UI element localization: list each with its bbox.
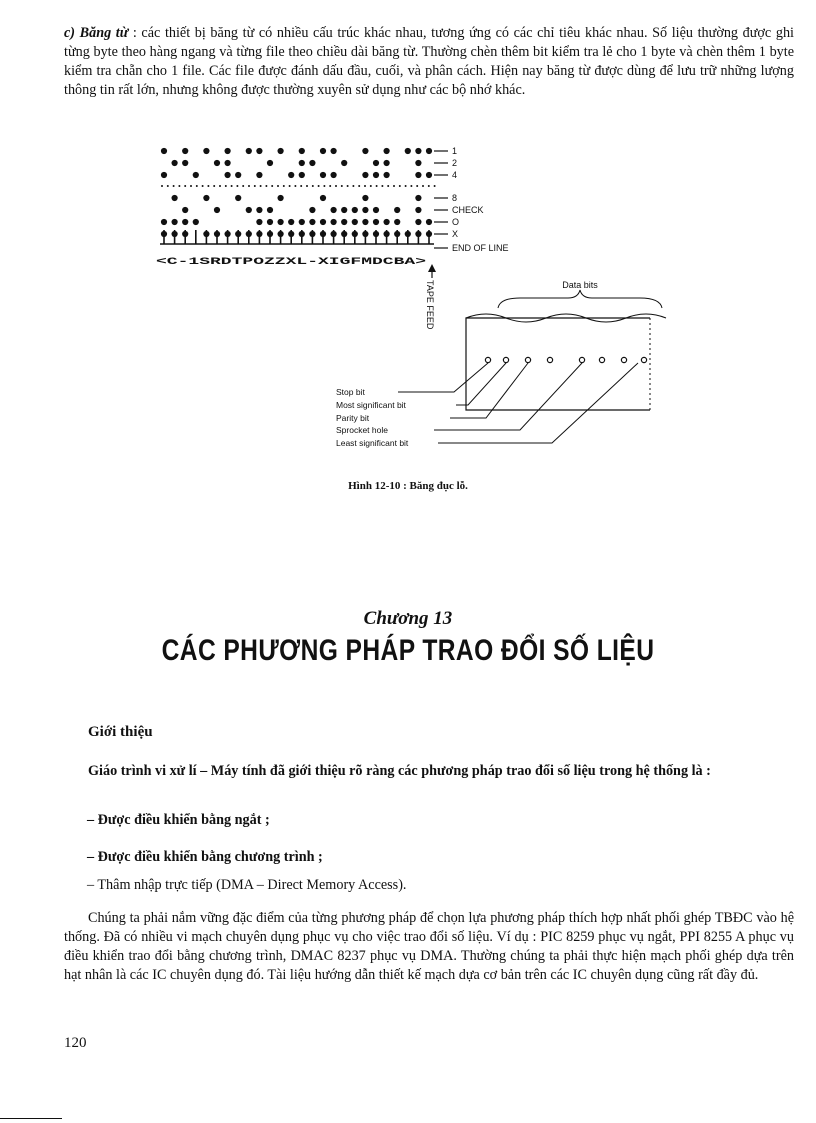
- sprocket-hole: [294, 185, 296, 187]
- tape-hole: [309, 160, 315, 166]
- sprocket-hole: [225, 185, 227, 187]
- tape-hole: [394, 219, 400, 225]
- tape-feed-label: TAPE FEED: [425, 280, 435, 330]
- tape-section-holes: [485, 357, 646, 362]
- tape-hole: [331, 172, 337, 178]
- sprocket-hole: [347, 185, 349, 187]
- tape-hole: [415, 148, 421, 154]
- tape-hole: [256, 172, 262, 178]
- row-label-check: CHECK: [452, 205, 484, 215]
- sprocket-hole: [300, 185, 302, 187]
- sprocket-hole: [399, 185, 401, 187]
- tape-section-hole: [641, 357, 646, 362]
- tape-hole: [309, 219, 315, 225]
- sprocket-hole: [352, 185, 354, 187]
- intro-lead-paragraph: [64, 762, 794, 781]
- tape-hole: [362, 148, 368, 154]
- sprocket-hole: [318, 185, 320, 187]
- tape-hole: [256, 148, 262, 154]
- sprocket-hole: [190, 185, 192, 187]
- sprocket-hole: [335, 185, 337, 187]
- section-c-term: c) Băng từ: [64, 25, 129, 41]
- sprocket-hole: [260, 185, 262, 187]
- chapter-label: Chương 13: [363, 608, 453, 629]
- sprocket-hole: [410, 185, 412, 187]
- tape-hole: [182, 148, 188, 154]
- tape-hole: [426, 148, 432, 154]
- sprocket-hole: [173, 185, 175, 187]
- sprocket-hole: [306, 185, 308, 187]
- sprocket-hole: [387, 185, 389, 187]
- list-item-program: – Được điều khiển bằng chương trình ;: [87, 849, 323, 865]
- tape-hole: [320, 195, 326, 201]
- data-bits-brace: [498, 290, 662, 308]
- sprocket-hole: [161, 185, 163, 187]
- tape-hole: [278, 148, 284, 154]
- tape-hole: [161, 148, 167, 154]
- tape-hole: [203, 148, 209, 154]
- callout-stop-bit: Stop bit: [336, 387, 365, 397]
- sprocket-hole: [393, 185, 395, 187]
- row-labels: [434, 146, 509, 253]
- bottom-rule: [0, 1118, 62, 1119]
- callout-labels: [336, 387, 409, 448]
- section-heading: Giới thiệu: [88, 724, 153, 740]
- sprocket-hole: [358, 185, 360, 187]
- tape-hole: [384, 172, 390, 178]
- tape-hole: [373, 160, 379, 166]
- sprocket-hole: [207, 185, 209, 187]
- sprocket-hole: [196, 185, 198, 187]
- sprocket-hole: [422, 185, 424, 187]
- callout-lines: [398, 363, 638, 443]
- tape-hole: [203, 195, 209, 201]
- data-bits-label: Data bits: [562, 280, 598, 290]
- callout-parity-bit: Parity bit: [336, 413, 370, 423]
- tape-hole: [225, 160, 231, 166]
- sprocket-hole: [271, 185, 273, 187]
- tape-hole: [384, 148, 390, 154]
- sprocket-hole: [370, 185, 372, 187]
- tape-hole: [352, 207, 358, 213]
- sprocket-hole: [219, 185, 221, 187]
- tape-hole: [362, 207, 368, 213]
- tape-hole: [415, 160, 421, 166]
- tape-hole: [415, 219, 421, 225]
- section-c-text: : các thiết bị băng từ có nhiều cấu trúc khác nhau, tương ứng có các chỉ tiêu khác nhau. Số liệu thường được ghi từng byte theo hàng ngang và từng file theo chiều dài băng từ. Thường chèn thêm bit kiểm tra lẻ cho 1 byte và chèn thêm 1 byte kiểm tra chẵn cho 1 file. Các file được đánh dấu đầu, cuối, và phân cách. Hiện nay băng từ được dùng để lưu trữ những lượng thông tin rất lớn, nhưng không được thường xuyên sử dụng như các bộ nhớ khác.: [64, 25, 794, 98]
- tape-hole-dots: [161, 148, 432, 237]
- sprocket-hole: [236, 185, 238, 187]
- sprocket-hole: [231, 185, 233, 187]
- row-label-end-of-line: END OF LINE: [452, 243, 509, 253]
- sprocket-hole: [312, 185, 314, 187]
- sprocket-row: [162, 182, 432, 184]
- tape-section-hole: [547, 357, 552, 362]
- sprocket-hole: [341, 185, 343, 187]
- tape-hole: [373, 207, 379, 213]
- sprocket-hole: [277, 185, 279, 187]
- row-label-2: 2: [452, 158, 458, 168]
- tape-hole: [320, 172, 326, 178]
- tape-hole: [225, 172, 231, 178]
- tape-hole: [320, 219, 326, 225]
- tape-hole: [256, 207, 262, 213]
- sprocket-hole: [283, 185, 285, 187]
- tape-hole: [288, 219, 294, 225]
- tape-hole: [182, 207, 188, 213]
- tape-hole: [235, 195, 241, 201]
- sprocket-hole: [184, 185, 186, 187]
- callout-most-significant-bit: Most significant bit: [336, 400, 406, 410]
- tape-section-hole: [621, 357, 626, 362]
- tape-hole: [362, 219, 368, 225]
- tape-hole: [172, 160, 178, 166]
- tape-hole: [288, 172, 294, 178]
- tape-hole: [373, 172, 379, 178]
- tape-hole: [352, 219, 358, 225]
- tape-hole: [246, 207, 252, 213]
- tape-hole: [256, 219, 262, 225]
- tape-hole: [309, 207, 315, 213]
- callout-sprocket-hole: Sprocket hole: [336, 425, 388, 435]
- tape-hole: [384, 219, 390, 225]
- tape-hole: [426, 219, 432, 225]
- sprocket-hole: [323, 185, 325, 187]
- punched-tape-figure: [150, 138, 670, 468]
- sprocket-hole: [289, 185, 291, 187]
- tape-section-hole: [579, 357, 584, 362]
- row-label-1: 1: [452, 146, 458, 156]
- tape-hole: [225, 148, 231, 154]
- tape-hole: [415, 172, 421, 178]
- row-label-o: O: [452, 217, 460, 227]
- sprocket-hole: [376, 185, 378, 187]
- tape-hole: [299, 148, 305, 154]
- sprocket-hole: [248, 185, 250, 187]
- sprocket-hole: [416, 185, 418, 187]
- tape-hole: [214, 160, 220, 166]
- sprocket-hole: [434, 185, 436, 187]
- tape-hole: [362, 195, 368, 201]
- sprocket-hole-dots: [161, 185, 436, 187]
- sprocket-hole: [265, 185, 267, 187]
- tape-hole: [193, 172, 199, 178]
- sprocket-hole: [242, 185, 244, 187]
- sprocket-hole: [167, 185, 169, 187]
- tape-hole: [235, 172, 241, 178]
- tape-hole: [384, 160, 390, 166]
- row-label-x: X: [452, 229, 459, 239]
- row-label-8: 8: [452, 193, 458, 203]
- sprocket-hole: [405, 185, 407, 187]
- tape-hole: [341, 160, 347, 166]
- tape-hole: [246, 148, 252, 154]
- tape-hole: [373, 219, 379, 225]
- intro-lead-text: Giáo trình vi xử lí – Máy tính đã giới thiệu rõ ràng các phương pháp trao đổi số liệu trong hệ thống là :: [88, 763, 711, 779]
- tape-hole: [405, 148, 411, 154]
- tape-section-hole: [485, 357, 490, 362]
- tape-edge-ticks: [164, 230, 429, 244]
- tape-hole: [415, 195, 421, 201]
- tape-hole: [267, 207, 273, 213]
- sprocket-hole: [364, 185, 366, 187]
- tape-hole: [341, 219, 347, 225]
- tape-section-hole: [599, 357, 604, 362]
- list-item-interrupt: – Được điều khiển bằng ngắt ;: [87, 812, 270, 828]
- tape-hole: [415, 207, 421, 213]
- tape-section-hole: [503, 357, 508, 362]
- row-label-4: 4: [452, 170, 458, 180]
- intro-body-text: Chúng ta phải nắm vững đặc điểm của từng phương pháp để chọn lựa phương pháp thích hợp nhất phối ghép TBĐC vào hệ thống. Đã có nhiều vi mạch chuyên dụng phục vụ cho việc trao đổi số liệu. Ví dụ : PIC 8259 phục vụ ngắt, PPI 8255 A phục vụ điều khiển trao đổi bằng chương trình, DMAC 8237 phục vụ DMA. Thường chúng ta phải thực hiện mạch phối ghép dựa trên hạt nhân là các IC chuyên dụng đó. Tài liệu hướng dẫn thiết kế mạch dựa cơ bản trên các IC chuyên dụng cũng rất đầy đủ.: [64, 910, 794, 983]
- tape-hole: [299, 172, 305, 178]
- tape-hole: [278, 195, 284, 201]
- sprocket-hole: [329, 185, 331, 187]
- tape-hole: [172, 219, 178, 225]
- tape-hole: [341, 207, 347, 213]
- tape-hole: [331, 219, 337, 225]
- sprocket-hole: [202, 185, 204, 187]
- chapter-title: CÁC PHƯƠNG PHÁP TRAO ĐỔI SỐ LIỆU: [161, 634, 655, 667]
- tape-hole: [182, 160, 188, 166]
- figure-caption: Hình 12-10 : Băng đục lỗ.: [348, 480, 468, 492]
- page-number: 120: [64, 1035, 87, 1051]
- intro-body-paragraph: [64, 909, 794, 985]
- tape-hole: [362, 172, 368, 178]
- tape-hole: [161, 219, 167, 225]
- tape-feed-indicator: [425, 264, 436, 330]
- tape-hole: [394, 207, 400, 213]
- sprocket-hole: [428, 185, 430, 187]
- sprocket-hole: [381, 185, 383, 187]
- tape-section: [466, 314, 666, 410]
- character-strip: <C-1SRDTPOZZXL-XIGFMDCBA>: [156, 257, 426, 268]
- tape-hole: [182, 219, 188, 225]
- tape-hole: [161, 172, 167, 178]
- tape-hole: [331, 148, 337, 154]
- sprocket-hole: [213, 185, 215, 187]
- tape-section-hole: [525, 357, 530, 362]
- tape-hole: [278, 219, 284, 225]
- sprocket-hole: [178, 185, 180, 187]
- callout-least-significant-bit: Least significant bit: [336, 438, 409, 448]
- section-c-paragraph: [64, 24, 794, 100]
- tape-hole: [214, 207, 220, 213]
- tape-hole: [172, 195, 178, 201]
- tape-hole: [331, 207, 337, 213]
- tape-hole: [267, 160, 273, 166]
- tape-hole: [426, 172, 432, 178]
- list-item-dma: – Thâm nhập trực tiếp (DMA – Direct Memory Access).: [87, 877, 407, 893]
- tape-hole: [299, 160, 305, 166]
- tape-hole: [320, 148, 326, 154]
- tape-hole: [299, 219, 305, 225]
- tape-hole: [267, 219, 273, 225]
- sprocket-hole: [254, 185, 256, 187]
- tape-hole: [193, 219, 199, 225]
